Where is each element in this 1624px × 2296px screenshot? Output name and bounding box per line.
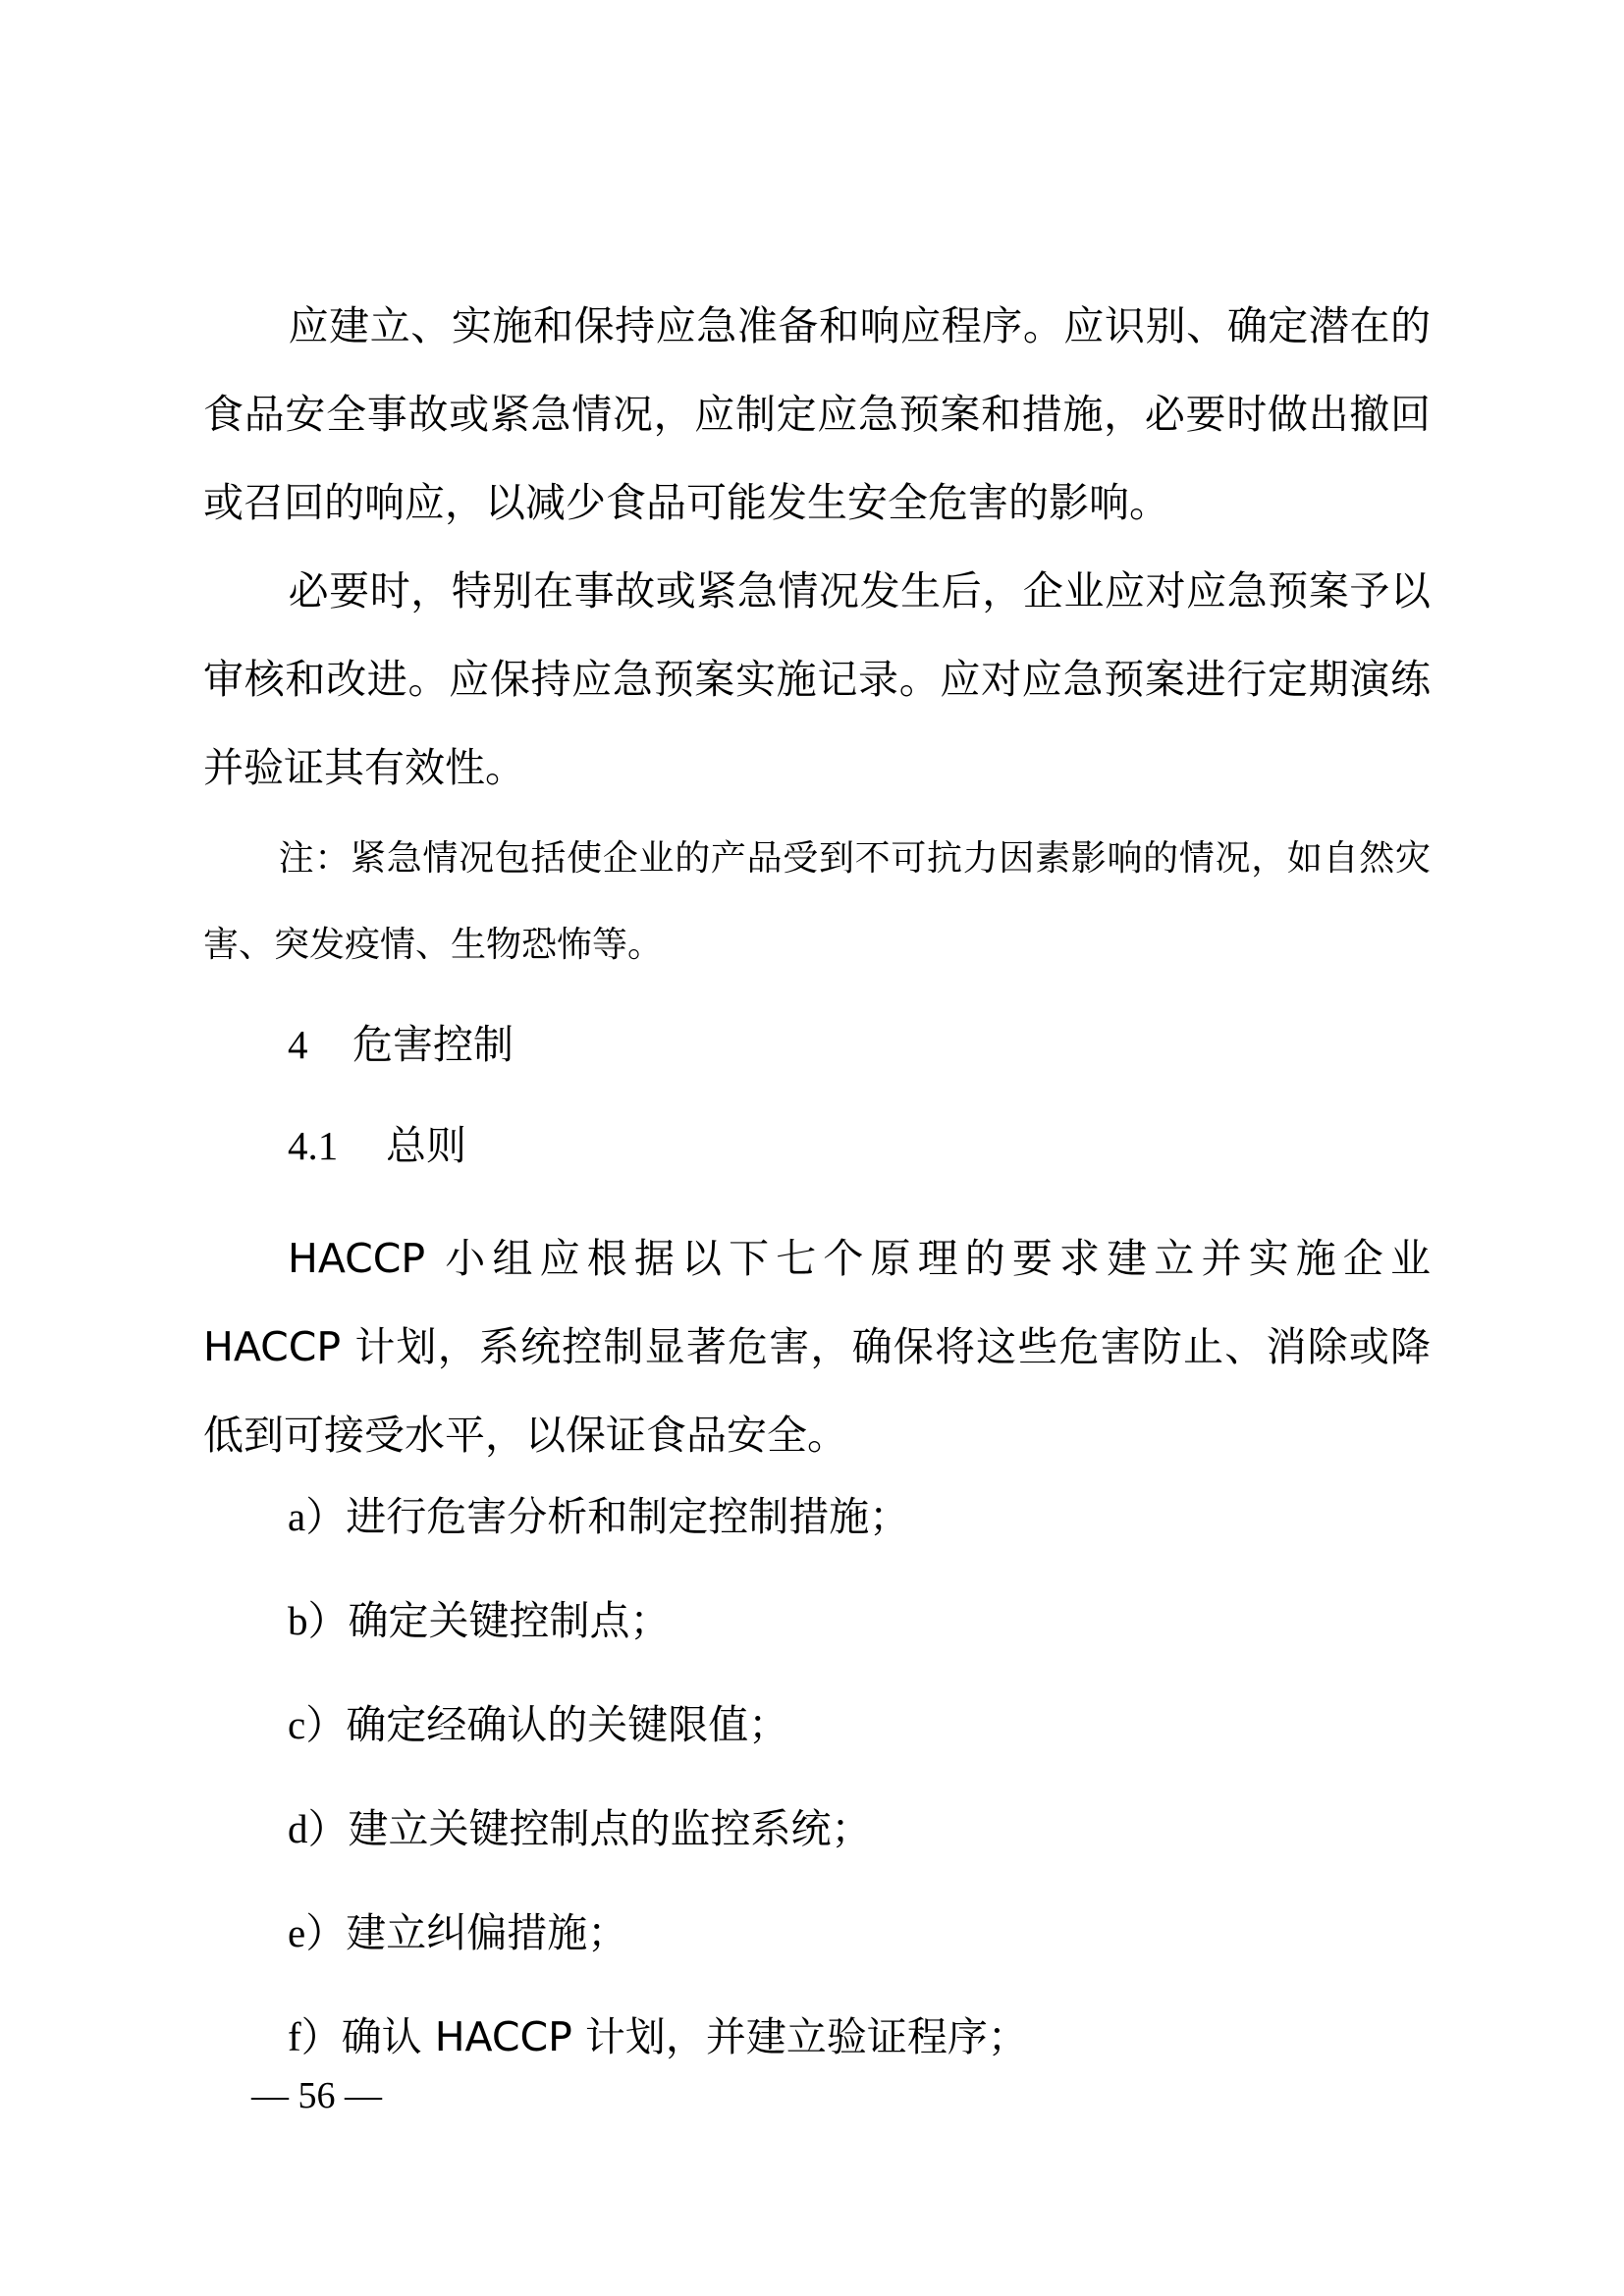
section-number: 4.1 [288,1123,339,1168]
list-text: 建立纠偏措施； [346,1909,628,1956]
paragraph-text: 必要时，特别在事故或紧急情况发生后，企业应对应急预案予以审核和改进。应保持应急预案实施记录。应对应急预案进行定期演练并验证其有效性。 [203,567,1431,791]
list-text: 进行危害分析和制定控制措施； [346,1493,910,1540]
list-marker: b） [288,1598,349,1643]
paragraph-haccp-intro [203,1214,1431,1479]
principle-item [288,1591,671,1650]
section-title: 总则 [386,1122,466,1169]
list-marker: e） [288,1910,347,1955]
paragraph-emergency-response [203,282,1431,547]
paragraph-text: HACCP 小组应根据以下七个原理的要求建立并实施企业 HACCP 计划，系统控制显著危害，确保将这些危害防止、消除或降低到可接受水平，以保证食品安全。 [203,1235,1431,1459]
list-marker: d） [288,1806,349,1851]
section-heading-4-1 [288,1116,466,1175]
list-marker: f） [288,2014,342,2059]
section-number: 4 [288,1022,308,1067]
page-number: — 56 — [251,2075,382,2116]
section-title: 危害控制 [352,1021,514,1068]
list-text: 确定关键控制点； [348,1597,671,1644]
note-paragraph [203,816,1431,988]
paragraph-emergency-review [203,547,1431,812]
principle-item [288,1487,909,1546]
principle-item [288,2007,1028,2066]
note-text: 注：紧急情况包括使企业的产品受到不可抗力因素影响的情况，如自然灾害、突发疫情、生物恐怖等。 [203,838,1431,965]
list-text: 建立关键控制点的监控系统； [348,1805,872,1852]
section-heading-4 [288,1015,514,1074]
principle-item [288,1695,788,1754]
principle-item [288,1799,872,1858]
list-marker: a） [288,1494,347,1539]
paragraph-text: 应建立、实施和保持应急准备和响应程序。应识别、确定潜在的食品安全事故或紧急情况，应制定应急预案和措施，必要时做出撤回或召回的响应，以减少食品可能发生安全危害的影响。 [203,302,1431,526]
list-marker: c） [288,1702,347,1747]
list-text: 确认 HACCP 计划，并建立验证程序； [341,2013,1028,2060]
list-text: 确定经确认的关键限值； [346,1701,789,1748]
principle-item [288,1903,627,1962]
